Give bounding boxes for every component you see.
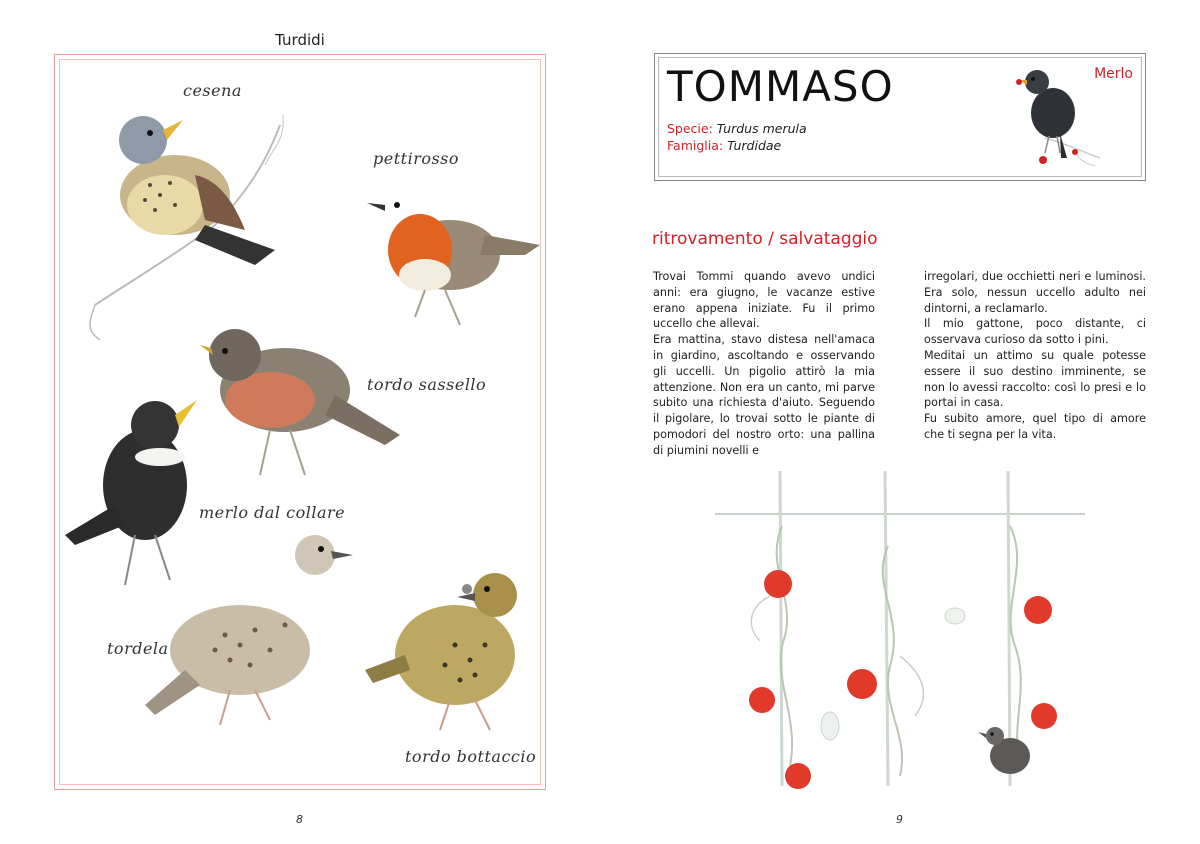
family-label: Famiglia:	[667, 138, 724, 153]
cesena-illustration	[90, 115, 283, 340]
text-column-right	[924, 269, 1146, 443]
tordo-sassello-illustration	[200, 329, 400, 475]
pettirosso-illustration	[367, 202, 540, 325]
paragraph: Fu subito amore, quel tipo di amore che ti segna per la vita.	[924, 412, 1146, 441]
species-label: Specie:	[667, 121, 713, 136]
species-value: Turdus merula	[716, 121, 807, 136]
paragraph: Meditai un attimo su quale potesse essere il suo destino imminente, se non lo avessi raccolto: così lo presi e lo portai in casa.	[924, 348, 1146, 410]
merlo-dal-collare-illustration	[65, 400, 197, 585]
label-tordo-sassello: tordo sassello	[367, 375, 487, 394]
right-page	[600, 0, 1200, 844]
paragraph: Era mattina, stavo distesa nell'amaca in giardino, ascoltando e osservando gli uccelli. Un pigolio attirò la mia attenzione. Non era un canto, mi parve subito una richiesta d'aiuto. Seguendo il pigolare, lo trovai sotto le piante di pomodori del nostro orto: una pallina di piumini novelli e	[653, 333, 875, 457]
tomato-plants-illustration	[710, 466, 1090, 806]
label-cesena: cesena	[183, 81, 242, 100]
page-number-left: 8	[296, 813, 303, 826]
tordo-bottaccio-illustration	[365, 573, 517, 730]
bird-card	[654, 53, 1146, 181]
page-header: Turdidi	[275, 31, 325, 49]
tordela-illustration	[145, 535, 353, 725]
bird-illustrations	[55, 55, 547, 791]
label-merlo-dal-collare: merlo dal collare	[199, 503, 346, 522]
text-column-left	[653, 269, 875, 459]
paragraph: Il mio gattone, poco distante, ci osservava curioso da sotto i pini.	[924, 317, 1146, 347]
blackbird-icon	[1005, 58, 1125, 178]
section-title: ritrovamento / salvataggio	[652, 229, 878, 249]
page-number-right: 9	[896, 813, 903, 826]
bird-name: TOMMASO	[667, 62, 894, 111]
label-tordo-bottaccio: tordo bottaccio	[405, 747, 537, 766]
paragraph: irregolari, due occhietti neri e luminosi. Era solo, nessun uccello adulto nei dintorni, a reclamarlo.	[924, 270, 1146, 315]
label-tordela: tordela	[107, 639, 169, 658]
illustration-plate	[54, 54, 546, 790]
common-name: Merlo	[1094, 66, 1133, 82]
species-line	[667, 121, 807, 136]
paragraph: Trovai Tommi quando avevo undici anni: era giugno, le vacanze estive erano appena iniziate. Fu il primo uccello che allevai.	[653, 270, 875, 331]
family-line	[667, 138, 781, 153]
label-pettirosso: pettirosso	[373, 149, 460, 168]
family-value: Turdidae	[727, 138, 782, 153]
